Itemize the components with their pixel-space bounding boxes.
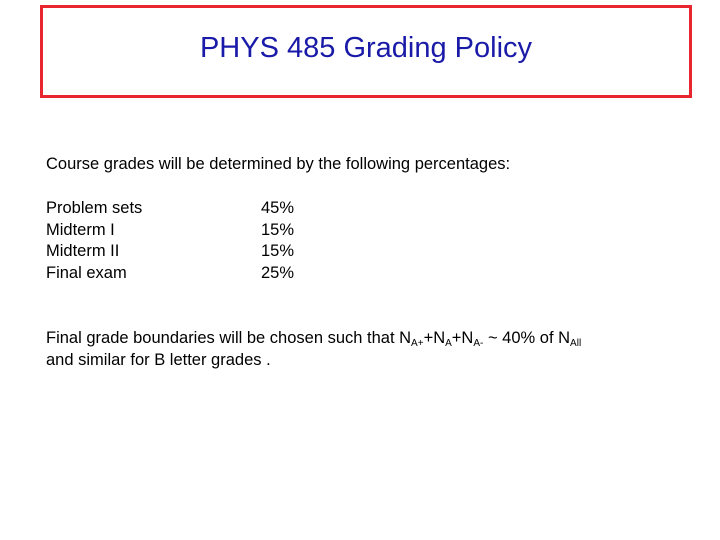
grading-component: Final exam bbox=[46, 263, 127, 282]
grading-table bbox=[46, 198, 321, 284]
grading-percent: 15% bbox=[261, 242, 295, 260]
grading-percent: 25% bbox=[261, 263, 295, 282]
grading-percent: 45% bbox=[261, 199, 295, 217]
grading-row bbox=[46, 198, 321, 220]
grading-row bbox=[46, 220, 321, 242]
boundary-plus: +N bbox=[423, 329, 446, 347]
boundary-plus: +N bbox=[451, 329, 474, 347]
grading-row bbox=[46, 263, 321, 285]
grading-component: Midterm I bbox=[46, 220, 115, 239]
grading-component: Midterm II bbox=[46, 242, 120, 260]
grading-row bbox=[46, 241, 321, 263]
subscript-a-plus: A+ bbox=[411, 338, 424, 349]
grading-component: Problem sets bbox=[46, 199, 143, 217]
boundary-line-2: and similar for B letter grades . bbox=[46, 351, 271, 369]
subscript-all: All bbox=[570, 338, 582, 349]
boundary-line-1 bbox=[46, 327, 581, 349]
boundary-approx: ~ 40% of N bbox=[483, 329, 571, 347]
intro-text: Course grades will be determined by the following percentages: bbox=[46, 155, 511, 173]
boundary-prefix: Final grade boundaries will be chosen such that N bbox=[46, 329, 412, 347]
grading-percent: 15% bbox=[261, 220, 295, 239]
subscript-a: A bbox=[445, 338, 452, 349]
subscript-a-minus: A- bbox=[473, 338, 484, 349]
slide-title-box bbox=[40, 5, 692, 98]
grade-boundary-text bbox=[46, 327, 581, 371]
slide-title: PHYS 485 Grading Policy bbox=[199, 32, 533, 64]
